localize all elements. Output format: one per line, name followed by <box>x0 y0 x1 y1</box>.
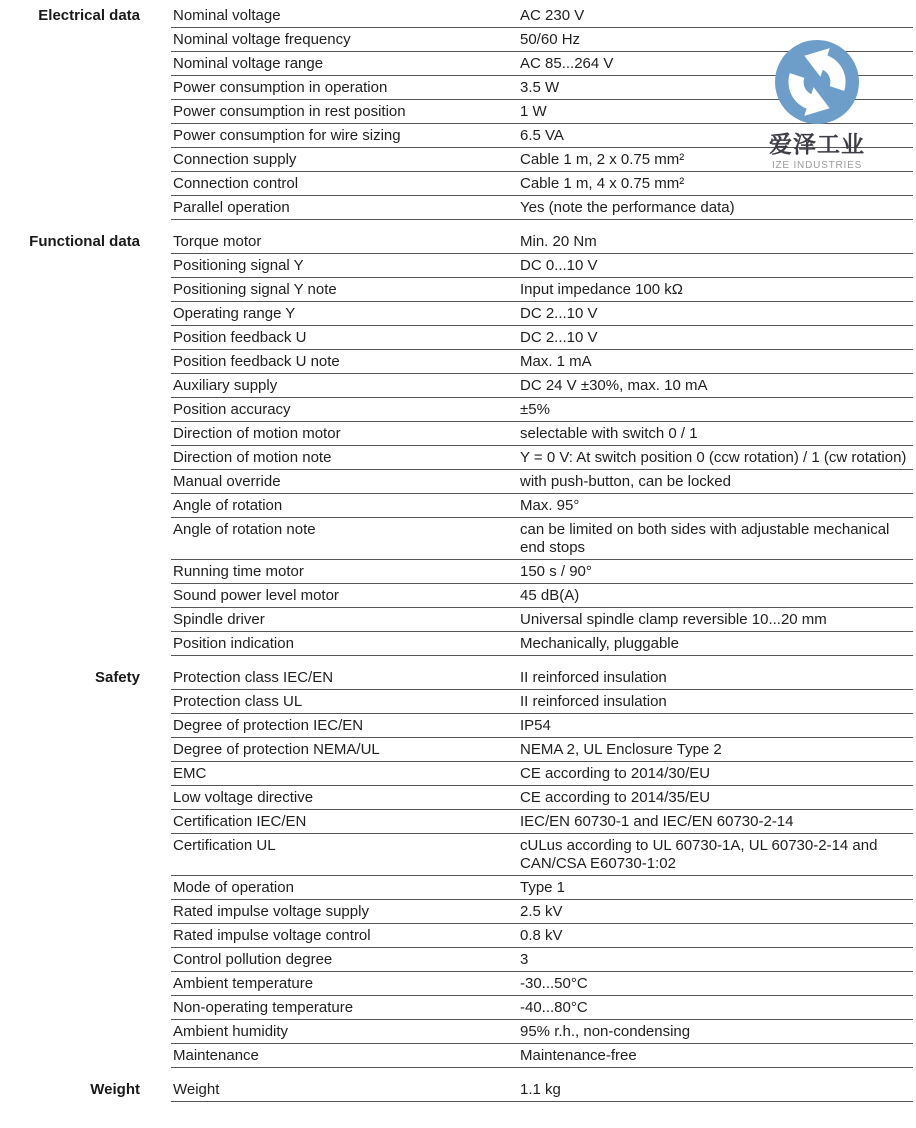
table-row <box>171 446 913 470</box>
property-value: ±5% <box>520 401 550 418</box>
table-row <box>171 690 913 714</box>
property-value: 1.1 kg <box>520 1081 561 1098</box>
property-value: 3.5 W <box>520 79 560 96</box>
property-name: Degree of protection IEC/EN <box>173 717 364 734</box>
property-value: Min. 20 Nm <box>520 233 597 250</box>
table-row <box>171 302 913 326</box>
property-name: Manual override <box>173 473 281 490</box>
property-name: Protection class IEC/EN <box>173 669 334 686</box>
property-name: Maintenance <box>173 1047 259 1064</box>
property-name: Operating range Y <box>173 305 296 322</box>
property-value: -30...50°C <box>520 975 588 992</box>
property-name: Nominal voltage range <box>173 55 324 72</box>
table-row <box>171 608 913 632</box>
property-name: Direction of motion motor <box>173 425 341 442</box>
property-value: DC 24 V ±30%, max. 10 mA <box>520 377 708 394</box>
property-name: Connection supply <box>173 151 297 168</box>
table-row <box>171 278 913 302</box>
property-value: II reinforced insulation <box>520 693 667 710</box>
property-name: Angle of rotation <box>173 497 283 514</box>
table-row <box>171 1078 913 1102</box>
property-value: Input impedance 100 kΩ <box>520 281 683 298</box>
property-value: 3 <box>520 951 529 968</box>
property-value: 50/60 Hz <box>520 31 581 48</box>
property-name: Parallel operation <box>173 199 290 216</box>
property-name: Protection class UL <box>173 693 303 710</box>
property-name: Position accuracy <box>173 401 291 418</box>
property-value: cULus according to UL 60730-1A, UL 60730-2-14 and CAN/CSA E60730-1:02 <box>520 837 878 872</box>
property-name: Weight <box>173 1081 220 1098</box>
property-name: Ambient humidity <box>173 1023 289 1040</box>
property-value: 6.5 VA <box>520 127 564 144</box>
logo-chinese-text: 爱泽工业 <box>769 131 865 157</box>
table-row <box>171 326 913 350</box>
property-name: Connection control <box>173 175 299 192</box>
property-value: IP54 <box>520 717 551 734</box>
property-value: CE according to 2014/35/EU <box>520 789 711 806</box>
table-row <box>171 948 913 972</box>
property-name: Angle of rotation note <box>173 521 316 538</box>
property-value: Max. 1 mA <box>520 353 592 370</box>
table-row <box>171 666 913 690</box>
property-value: Y = 0 V: At switch position 0 (ccw rotation) / 1 (cw rotation) <box>520 449 907 466</box>
property-value: AC 85...264 V <box>520 55 614 72</box>
table-row <box>171 714 913 738</box>
property-value: with push-button, can be locked <box>520 473 731 490</box>
table-row <box>171 584 913 608</box>
property-value: 95% r.h., non-condensing <box>520 1023 691 1040</box>
property-name: Certification IEC/EN <box>173 813 307 830</box>
table-row <box>171 1044 913 1068</box>
logo-latin-text: IZE INDUSTRIES <box>771 160 863 171</box>
property-name: Position feedback U note <box>173 353 340 370</box>
spec-section <box>0 1078 916 1102</box>
section-label: Weight <box>90 1081 140 1098</box>
property-value: 150 s / 90° <box>520 563 592 580</box>
property-name: EMC <box>173 765 207 782</box>
property-value: Mechanically, pluggable <box>520 635 679 652</box>
section-label: Electrical data <box>38 7 140 24</box>
table-row <box>171 1020 913 1044</box>
property-value: IEC/EN 60730-1 and IEC/EN 60730-2-14 <box>520 813 794 830</box>
property-value: Cable 1 m, 2 x 0.75 mm² <box>520 151 685 168</box>
property-name: Ambient temperature <box>173 975 314 992</box>
section-rows <box>171 666 913 1068</box>
table-row <box>171 632 913 656</box>
property-value: II reinforced insulation <box>520 669 667 686</box>
section-rows <box>171 1078 913 1102</box>
property-name: Low voltage directive <box>173 789 314 806</box>
table-row <box>171 172 913 196</box>
table-row <box>171 196 913 220</box>
property-name: Non-operating temperature <box>173 999 354 1016</box>
table-row <box>171 924 913 948</box>
table-row <box>171 738 913 762</box>
property-name: Auxiliary supply <box>173 377 278 394</box>
property-value: Yes (note the performance data) <box>520 199 735 216</box>
property-value: AC 230 V <box>520 7 585 24</box>
property-value: Maintenance-free <box>520 1047 637 1064</box>
section-rows <box>171 230 913 656</box>
property-value: DC 2...10 V <box>520 329 598 346</box>
property-name: Nominal voltage frequency <box>173 31 351 48</box>
property-value: -40...80°C <box>520 999 588 1016</box>
property-value: 45 dB(A) <box>520 587 580 604</box>
property-value: Universal spindle clamp reversible 10...20 mm <box>520 611 827 628</box>
spec-section <box>0 666 916 1068</box>
property-value: can be limited on both sides with adjustable mechanical end stops <box>520 521 890 556</box>
property-name: Position indication <box>173 635 294 652</box>
property-name: Spindle driver <box>173 611 265 628</box>
property-value: selectable with switch 0 / 1 <box>520 425 698 442</box>
property-name: Certification UL <box>173 837 276 854</box>
property-value: 1 W <box>520 103 547 120</box>
property-name: Position feedback U <box>173 329 307 346</box>
spec-section <box>0 230 916 656</box>
property-name: Power consumption for wire sizing <box>173 127 401 144</box>
property-name: Mode of operation <box>173 879 294 896</box>
table-row <box>171 4 913 28</box>
property-name: Rated impulse voltage control <box>173 927 371 944</box>
section-label: Functional data <box>29 233 140 250</box>
table-row <box>171 230 913 254</box>
property-name: Control pollution degree <box>173 951 333 968</box>
property-name: Direction of motion note <box>173 449 332 466</box>
table-row <box>171 560 913 584</box>
section-label: Safety <box>94 669 140 686</box>
property-name: Power consumption in rest position <box>173 103 406 120</box>
table-row <box>171 254 913 278</box>
property-value: Cable 1 m, 4 x 0.75 mm² <box>520 175 685 192</box>
table-row <box>171 518 913 560</box>
property-name: Power consumption in operation <box>173 79 388 96</box>
table-row <box>171 350 913 374</box>
property-name: Running time motor <box>173 563 304 580</box>
table-row <box>171 398 913 422</box>
property-name: Positioning signal Y <box>173 257 304 274</box>
property-value: DC 0...10 V <box>520 257 598 274</box>
table-row <box>171 972 913 996</box>
property-name: Rated impulse voltage supply <box>173 903 369 920</box>
table-row <box>171 996 913 1020</box>
table-row <box>171 762 913 786</box>
table-row <box>171 834 913 876</box>
ize-logo <box>758 40 876 171</box>
table-row <box>171 810 913 834</box>
table-row <box>171 876 913 900</box>
property-name: Torque motor <box>173 233 262 250</box>
property-value: CE according to 2014/30/EU <box>520 765 711 782</box>
table-row <box>171 374 913 398</box>
table-row <box>171 786 913 810</box>
property-value: DC 2...10 V <box>520 305 598 322</box>
table-row <box>171 470 913 494</box>
property-name: Sound power level motor <box>173 587 339 604</box>
property-value: 2.5 kV <box>520 903 563 920</box>
property-value: 0.8 kV <box>520 927 563 944</box>
property-value: Max. 95° <box>520 497 580 514</box>
rotation-arrows-icon <box>775 40 859 124</box>
property-value: Type 1 <box>520 879 566 896</box>
property-value: NEMA 2, UL Enclosure Type 2 <box>520 741 722 758</box>
table-row <box>171 900 913 924</box>
table-row <box>171 422 913 446</box>
property-name: Nominal voltage <box>173 7 281 24</box>
table-row <box>171 494 913 518</box>
property-name: Positioning signal Y note <box>173 281 337 298</box>
property-name: Degree of protection NEMA/UL <box>173 741 380 758</box>
